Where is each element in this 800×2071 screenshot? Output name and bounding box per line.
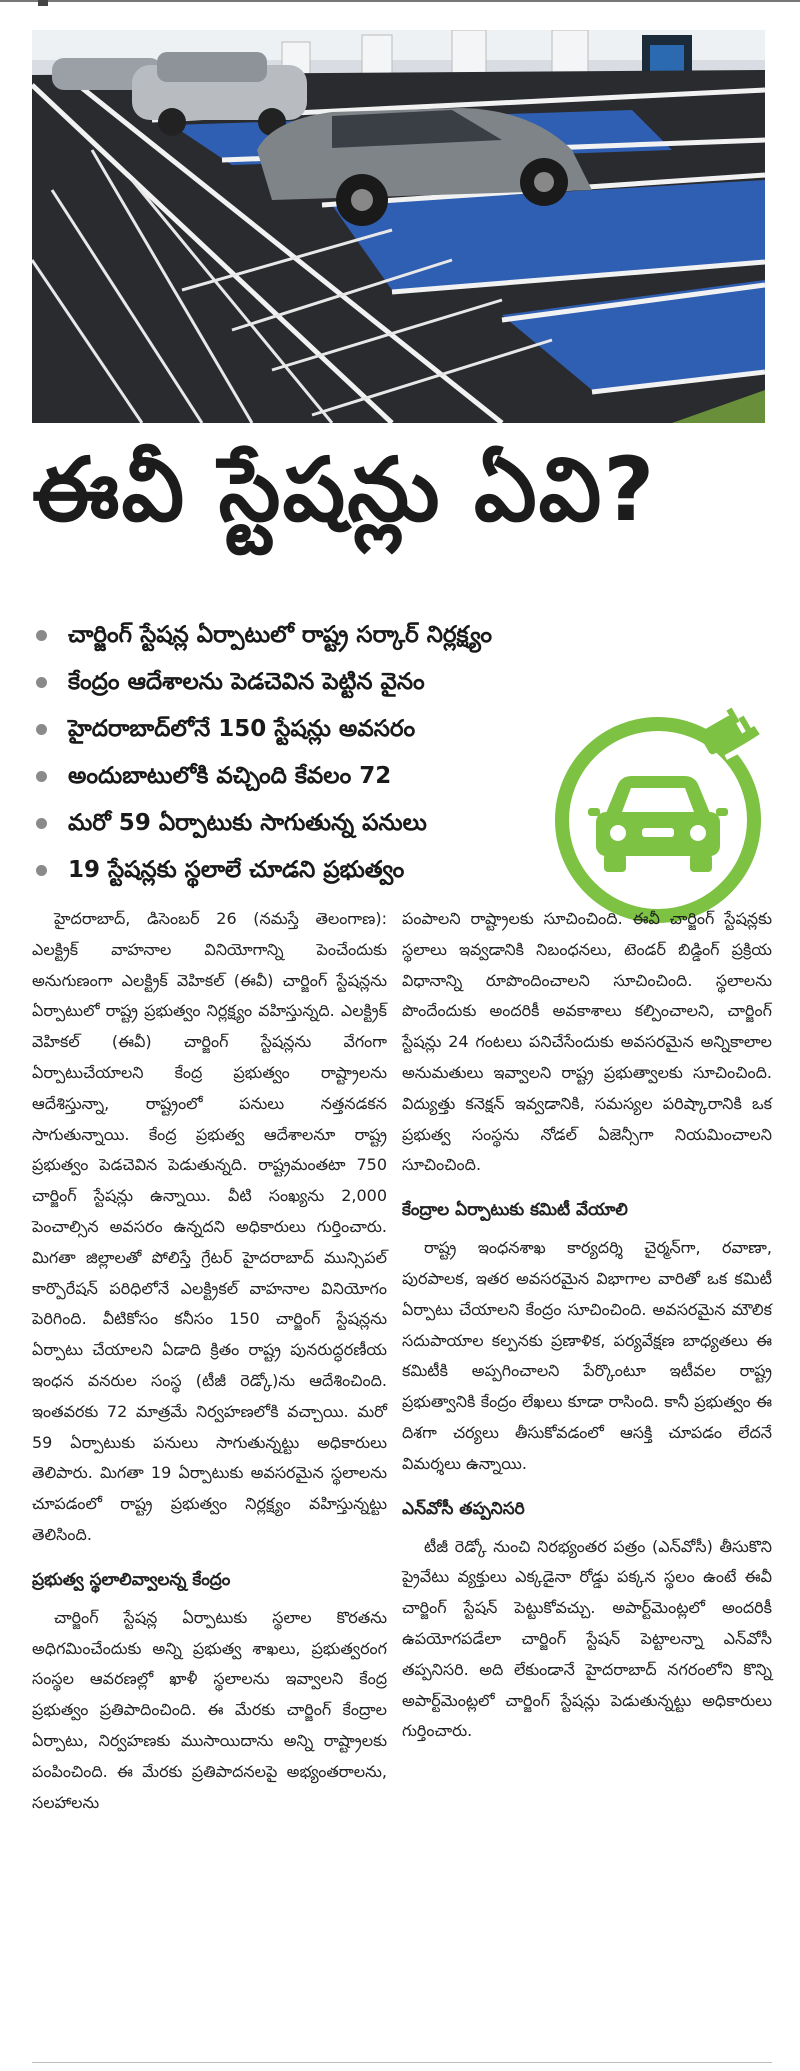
bottom-rule [32, 2062, 772, 2063]
headline: ఈవీ స్టేషన్లు ఏవి? [32, 438, 657, 541]
highlight-text: మరో 59 ఏర్పాటుకు సాగుతున్న పనులు [68, 810, 427, 836]
article-paragraph: హైదరాబాద్, డిసెంబర్ 26 (నమస్తే తెలంగాణ): ఎలక్ట్రిక్ వాహనాల వినియోగాన్ని పెంచేందుకు అనుగుణంగా ఎలక్ట్రిక్ వెహికల్ (ఈవీ) చార్జింగ్ స్టేషన్లను ఏర్పాటులో రాష్ట్ర ప్రభుత్వం నిర్లక్ష్యం వహిస్తున్నది. ఎలక్ట్రిక్ వెహికల్ (ఈవీ) చార్జింగ్ స్టేషన్లను వేగంగా ఏర్పాటుచేయాలని కేంద్ర ప్రభుత్వం రాష్ట్రాలను ఆదేశిస్తున్నా, రాష్ట్రంలో పనులు నత్తనడకన సాగుతున్నాయి. కేంద్ర ప్రభుత్వ ఆదేశాలనూ రాష్ట్ర ప్రభుత్వం పెడచెవిన పెడుతున్నది. రాష్ట్రమంతటా 750 చార్జింగ్ స్టేషన్లు ఉన్నాయి. వీటి సంఖ్యను 2,000 పెంచాల్సిన అవసరం ఉన్నదని అధికారులు గుర్తించారు. మిగతా జిల్లాలతో పోలిస్తే గ్రేటర్ హైదరాబాద్ మున్సిపల్ కార్పొరేషన్ పరిధిలోనే ఎలక్ట్రికల్ వాహనాల వినియోగం పెరిగింది. వీటికోసం కనీసం 150 చార్జింగ్ స్టేషన్లను ఏర్పాటు చేయాలని ఏడాది క్రితం రాష్ట్ర పునరుద్ధరణీయ ఇంధన వనరుల సంస్థ (టీజీ రెడ్కో)ను ఆదేశించింది. ఇంతవరకు 72 మాత్రమే నిర్వహణలోకి వచ్చాయి. మరో 59 ఏర్పాటుకు పనులు సాగుతున్నట్టు అధికారులు తెలిపారు. మిగతా 19 ఏర్పాటుకు అవసరమైన స్థలాలను చూపడంలో రాష్ట్ర ప్రభుత్వం నిర్లక్ష్యం వహిస్తున్నట్టు తెలిసింది. [32, 909, 387, 1544]
ev-charging-station-photo [32, 30, 765, 423]
highlight-item [30, 612, 590, 659]
bullet-icon [36, 724, 47, 735]
highlight-item [30, 847, 590, 894]
article-right-column [402, 904, 772, 1747]
highlight-item [30, 800, 590, 847]
electric-car-plug-icon [552, 700, 774, 926]
subheading: ప్రభుత్వ స్థలాలివ్వాలన్న కేంద్రం [32, 1569, 231, 1590]
bullet-icon [36, 677, 47, 688]
page-mark [38, 0, 48, 6]
highlight-text: కేంద్రం ఆదేశాలను పెడచెవిన పెట్టిన వైనం [68, 669, 425, 695]
article-paragraph: టీజీ రెడ్కో నుంచి నిరభ్యంతర పత్రం (ఎన్‌వోసీ) తీసుకొని ప్రైవేటు వ్యక్తులు ఎక్కడైనా రోడ్డు పక్కన స్థలం ఉంటే ఈవీ చార్జింగ్ స్టేషన్ పెట్టుకోవచ్చు. అపార్ట్‌మెంట్లలో అందరికీ ఉపయోగపడేలా చార్జింగ్ స్టేషన్ పెట్టాలన్నా ఎన్‌వోసీ తప్పనిసరి. అది లేకుండానే హైదరాబాద్ నగరంలోని కొన్ని అపార్ట్‌మెంట్లలో చార్జింగ్ స్టేషన్లు పెడుతున్నట్టు అధికారులు గుర్తించారు. [402, 1536, 772, 1741]
highlight-item [30, 706, 590, 753]
highlight-item [30, 659, 590, 706]
subheading: ఎన్‌వోసీ తప్పనిసరి [402, 1498, 525, 1519]
article-paragraph: చార్జింగ్ స్టేషన్ల ఏర్పాటుకు స్థలాల కొరతను అధిగమించేందుకు అన్ని ప్రభుత్వ శాఖలు, ప్రభుత్వరంగ సంస్థల ఆవరణల్లో ఖాళీ స్థలాలను ఇవ్వాలని కేంద్ర ప్రభుత్వం ప్రతిపాదించింది. ఈ మేరకు చార్జింగ్ కేంద్రాల ఏర్పాటు, నిర్వహణకు ముసాయిదాను అన్ని రాష్ట్రాలకు పంపించింది. ఈ మేరకు ప్రతిపాదనలపై అభ్యంతరాలను, సలహాలను [32, 1607, 387, 1812]
highlight-text: హైదరాబాద్‌లోనే 150 స్టేషన్లు అవసరం [68, 716, 416, 742]
highlight-text: అందుబాటులోకి వచ్చింది కేవలం 72 [68, 763, 392, 789]
article-left-column [32, 904, 387, 1818]
highlight-item [30, 753, 590, 800]
article-paragraph: రాష్ట్ర ఇంధనశాఖ కార్యదర్శి చైర్మన్‌గా, రవాణా, పురపాలక, ఇతర అవసరమైన విభాగాల వారితో ఒక కమిటీ ఏర్పాటు చేయాలని కేంద్రం సూచించింది. అవసరమైన మౌలిక సదుపాయాల కల్పనకు ప్రణాళిక, పర్యవేక్షణ బాధ్యతలు ఈ కమిటీకి అప్పగించాలని పేర్కొంటూ ఇటీవల రాష్ట్ర ప్రభుత్వానికి కేంద్రం లేఖలు కూడా రాసింది. కానీ ప్రభుత్వం ఈ దిశగా చర్యలు తీసుకోవడంలో ఆసక్తి చూపడం లేదనే విమర్శలు ఉన్నాయి. [402, 1238, 772, 1473]
top-rule [0, 0, 800, 12]
bullet-icon [36, 630, 47, 641]
article-paragraph: పంపాలని రాష్ట్రాలకు సూచించింది. ఈవీ చార్జింగ్ స్టేషన్లకు స్థలాలు ఇవ్వడానికి నిబంధనలు, టెండర్ బిడ్డింగ్ ప్రక్రియ విధానాన్ని రూపొందించాలని సూచించింది. స్థలాలను పొందేందుకు అందరికీ అవకాశాలు కల్పించాలని, చార్జింగ్ స్టేషన్లు 24 గంటలు పనిచేసేందుకు అవసరమైన అన్నికాలాల అనుమతులు ఇవ్వాలని రాష్ట్ర ప్రభుత్వాలకు సూచించింది. విద్యుత్తు కనెక్షన్ ఇవ్వడానికి, సమస్యల పరిష్కారానికి ఒక ప్రభుత్వ సంస్థను నోడల్ ఏజెన్సీగా నియమించాలని సూచించింది. [402, 909, 772, 1175]
bullet-icon [36, 771, 47, 782]
highlight-text: 19 స్టేషన్లకు స్థలాలే చూడని ప్రభుత్వం [68, 857, 405, 883]
subheading: కేంద్రాల ఏర్పాటుకు కమిటీ వేయాలి [402, 1200, 628, 1221]
highlights-list [30, 612, 590, 894]
highlight-text: చార్జింగ్ స్టేషన్ల ఏర్పాటులో రాష్ట్ర సర్కార్ నిర్లక్ష్యం [68, 622, 493, 648]
bullet-icon [36, 865, 47, 876]
bullet-icon [36, 818, 47, 829]
